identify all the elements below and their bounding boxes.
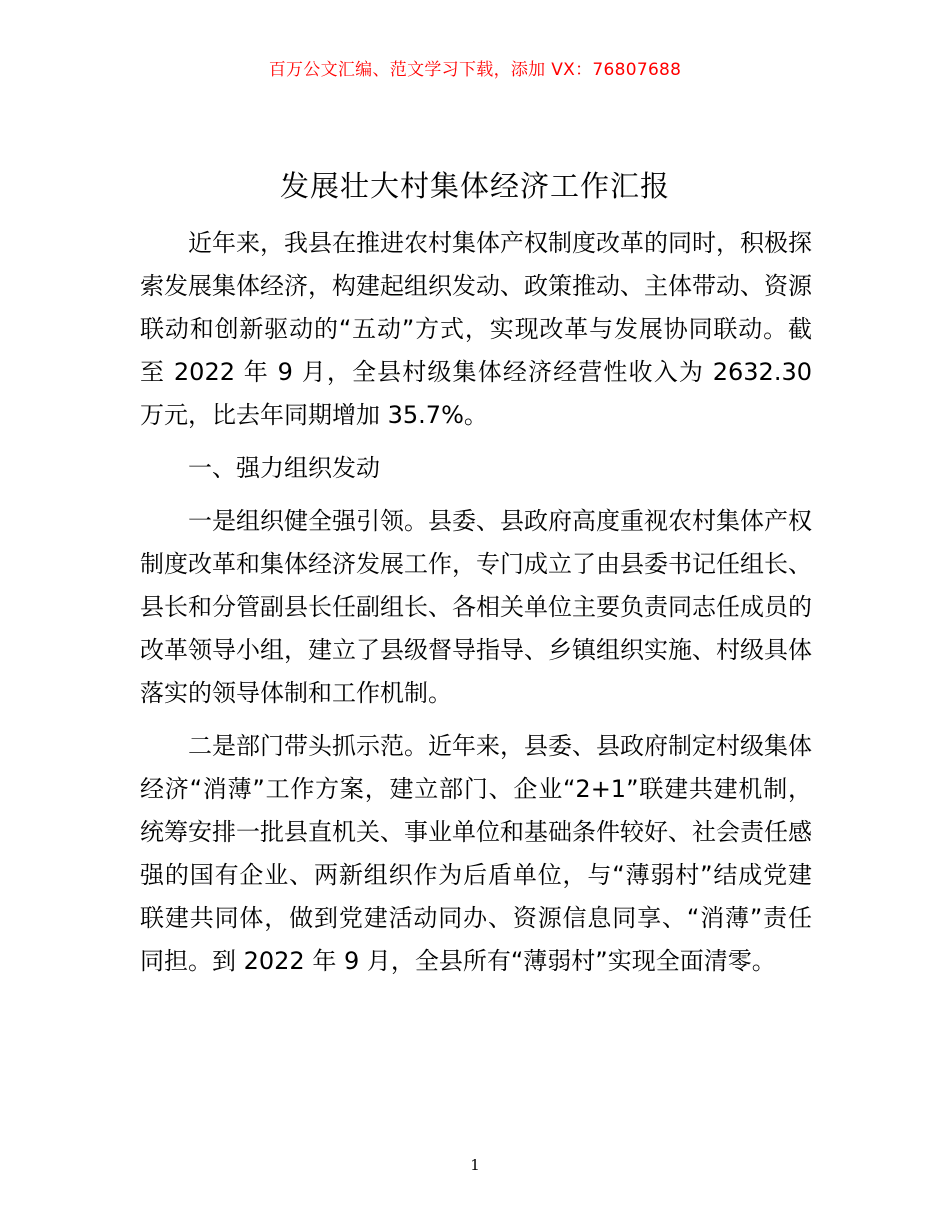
document-body xyxy=(140,222,812,983)
document-title: 发展壮大村集体经济工作汇报 xyxy=(279,169,670,203)
paragraph-department: 二是部门带头抓示范。近年来，县委、县政府制定村级集体经济“消薄”工作方案，建立部门、企业“2+1”联建共建机制，统筹安排一批县直机关、事业单位和基础条件较好、社会责任感强的国有企业、两新组织作为后盾单位，与“薄弱村”结成党建联建共同体，做到党建活动同办、资源信息同享、“消薄”责任同担。到 2022 年 9 月，全县所有“薄弱村”实现全面清零。 xyxy=(140,732,812,975)
page-number: 1 xyxy=(470,1156,480,1174)
header-banner: 百万公文汇编、范文学习下载，添加 VX：76807688 xyxy=(268,60,682,80)
paragraph-intro: 近年来，我县在推进农村集体产权制度改革的同时，积极探索发展集体经济，构建起组织发动、政策推动、主体带动、资源联动和创新驱动的“五动”方式，实现改革与发展协同联动。截至 2022 年 9 月，全县村级集体经济经营性收入为 2632.30 万元，比去年同期增加 35.7%。 xyxy=(140,229,812,429)
section-heading: 一、强力组织发动 xyxy=(188,454,380,482)
paragraph-organization: 一是组织健全强引领。县委、县政府高度重视农村集体产权制度改革和集体经济发展工作，专门成立了由县委书记任组长、县长和分管副县长任副组长、各相关单位主要负责同志任成员的改革领导小组，建立了县级督导指导、乡镇组织实施、村级具体落实的领导体制和工作机制。 xyxy=(140,507,812,707)
